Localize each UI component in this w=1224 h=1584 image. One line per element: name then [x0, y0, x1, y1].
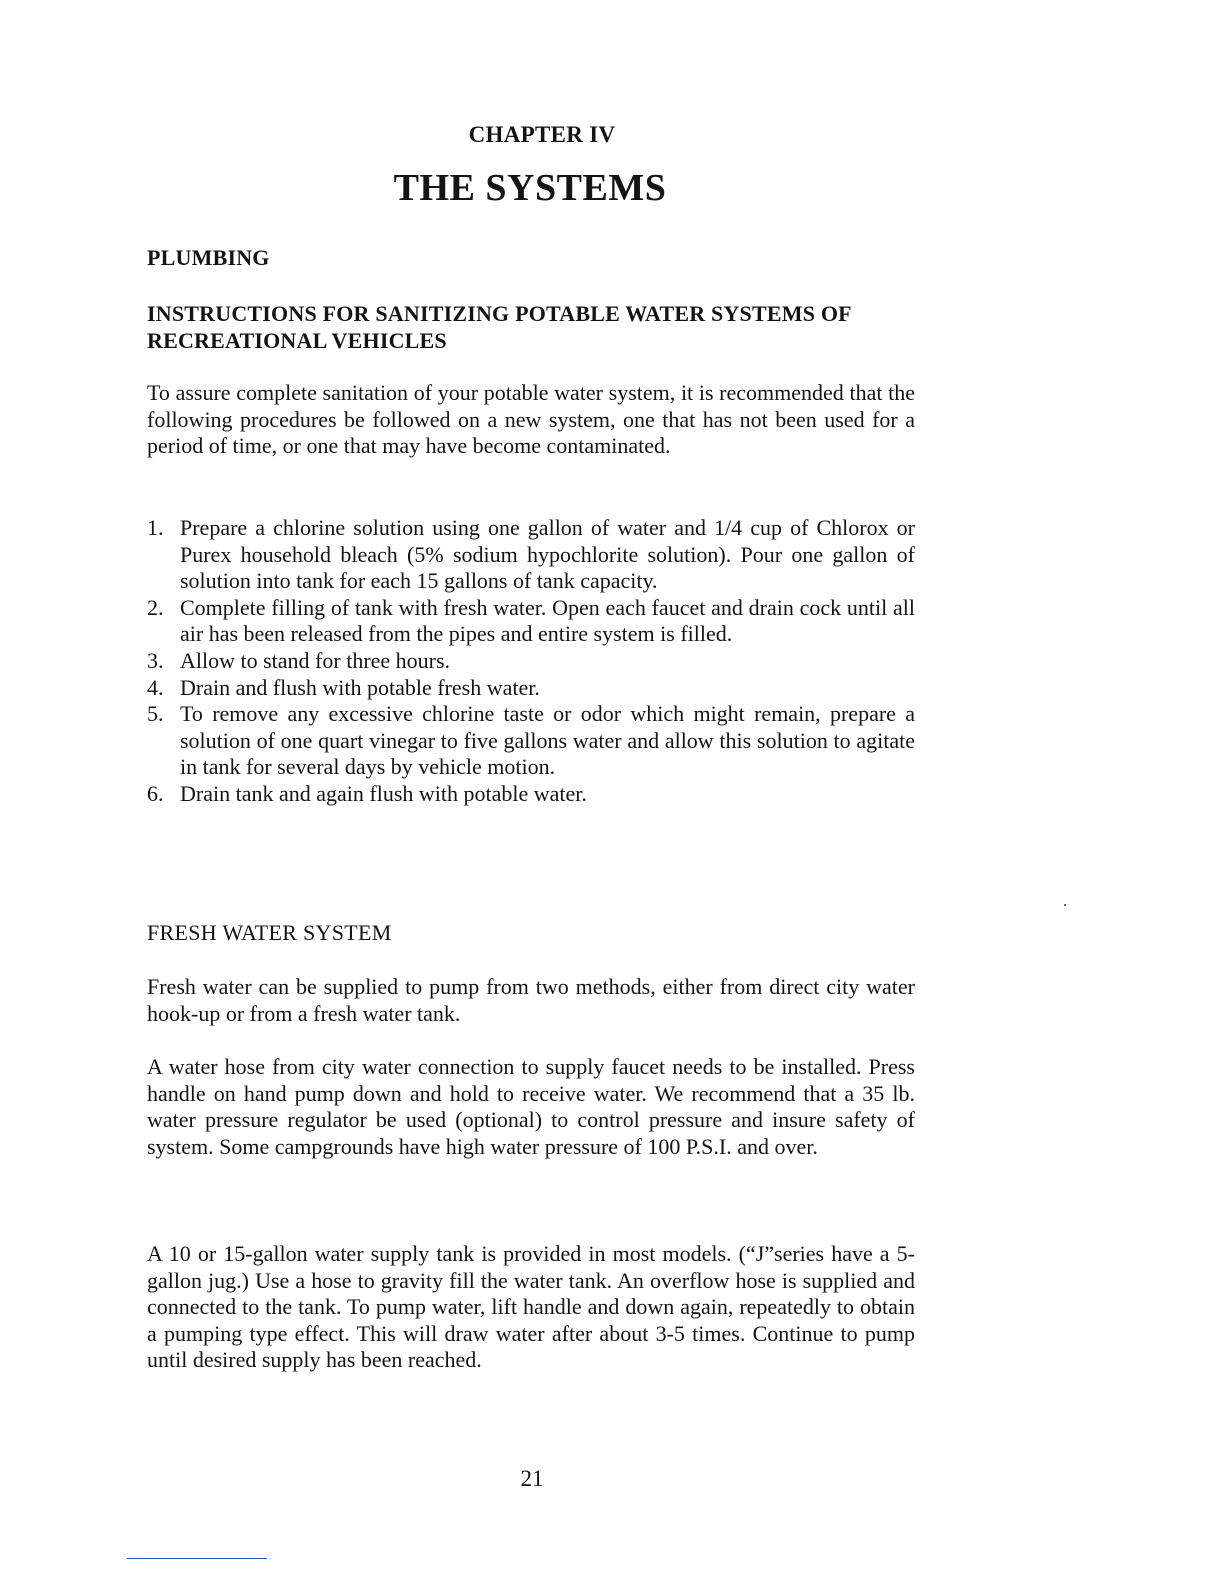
scan-speck	[1064, 904, 1066, 906]
step-number: 6.	[147, 780, 164, 806]
step-number: 1.	[147, 515, 164, 540]
chapter-title: THE SYSTEMS	[393, 167, 667, 209]
fresh-water-paragraph-3: A 10 or 15-gallon water supply tank is provided in most models. (“J”series have a 5-gallon jug.) Use a hose to gravity fill the water tank. An overflow hose is supplied and connected to the tank. To pump water, lift handle and down again, repeatedly to obtain a pumping type effect. This will draw water after about 3-5 times. Continue to pump until desired supply has been reached.	[147, 1241, 915, 1373]
intro-paragraph: To assure complete sanitation of your potable water system, it is recommended that the following procedures be followed on a new system, one that has not been used for a period of time, or one that may have become contaminated.	[147, 380, 915, 459]
step-number: 5.	[147, 701, 164, 727]
step-text: Prepare a chlorine solution using one gallon of water and 1/4 cup of Chlorox or Purex household bleach (5% sodium hypochlorite solution). Pour one gallon of solution into tank for each 15 gallons of tank capacity.	[180, 515, 915, 594]
instructions-heading: INSTRUCTIONS FOR SANITIZING POTABLE WATER SYSTEMS OF RECREATIONAL VEHICLES	[147, 301, 851, 353]
fresh-water-paragraph-1: Fresh water can be supplied to pump from two methods, either from direct city water hook-up or from a fresh water tank.	[147, 974, 915, 1026]
list-item	[147, 701, 915, 781]
step-text: To remove any excessive chlorine taste or odor which might remain, prepare a solution of one quart vinegar to five gallons water and allow this solution to agitate in tank for several days by vehicle motion.	[180, 701, 915, 780]
section-heading-fresh-water: FRESH WATER SYSTEM	[147, 920, 392, 945]
list-item	[147, 648, 915, 675]
step-number: 4.	[147, 674, 164, 700]
chapter-label: CHAPTER IV	[468, 122, 616, 147]
list-item	[147, 515, 915, 595]
step-text: Drain and flush with potable fresh water.	[180, 674, 540, 700]
footer-rule	[127, 1558, 267, 1559]
step-text: Allow to stand for three hours.	[180, 647, 451, 673]
step-number: 2.	[147, 594, 164, 620]
fresh-water-paragraph-2: A water hose from city water connection to supply faucet needs to be installed. Press handle on hand pump down and hold to receive water. We recommend that a 35 lb. water pressure regulator be used (optional) to control pressure and insure safety of system. Some campgrounds have high water pressure of 100 P.S.I. and over.	[147, 1054, 915, 1159]
list-item	[147, 675, 915, 702]
step-text: Drain tank and again flush with potable water.	[180, 780, 587, 806]
list-item	[147, 781, 915, 808]
list-item	[147, 595, 915, 648]
page-number: 21	[520, 1466, 544, 1491]
step-number: 3.	[147, 647, 164, 673]
section-heading-plumbing: PLUMBING	[147, 245, 270, 270]
sanitizing-steps-list	[147, 515, 915, 808]
step-text: Complete filling of tank with fresh water. Open each faucet and drain cock until all air has been released from the pipes and entire system is filled.	[180, 594, 915, 647]
